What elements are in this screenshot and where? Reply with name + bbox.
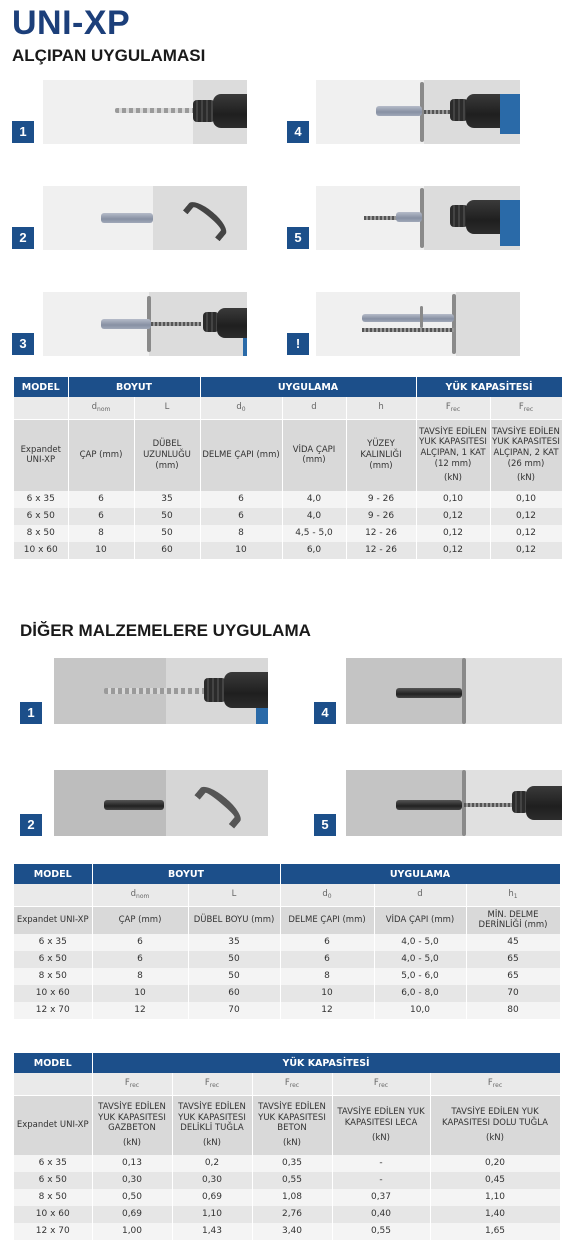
value-cell: - [332, 1172, 430, 1189]
table3-body [14, 1155, 560, 1240]
model-cell: 6 x 35 [14, 1155, 92, 1172]
symbol-cell: d [282, 397, 346, 419]
value-cell: 3,40 [252, 1223, 332, 1240]
other-specs-table [14, 864, 561, 1019]
header-application: UYGULAMA [280, 864, 560, 884]
desc-cell: TAVSİYE EDİLEN YUK KAPASITESI DOLU TUĞLA (kN) [430, 1095, 560, 1155]
model-cell: 8 x 50 [14, 1189, 92, 1206]
value-cell: 35 [188, 934, 280, 951]
value-cell: 0,35 [252, 1155, 332, 1172]
desc-cell: TAVSİYE EDİLEN YUK KAPASITESI DELİKLİ TUĞLA (kN) [172, 1095, 252, 1155]
value-cell: 0,30 [92, 1172, 172, 1189]
desc-cell: TAVSİYE EDİLEN YUK KAPASITESI ALÇIPAN, 1 KAT (12 mm) (kN) [416, 419, 490, 491]
model-label: Expandet UNI-XP [14, 906, 92, 934]
value-cell: 6 [280, 951, 374, 968]
value-cell: 0,45 [430, 1172, 560, 1189]
table-row [14, 542, 562, 559]
value-cell: 5,0 - 6,0 [374, 968, 466, 985]
value-cell: 0,69 [92, 1206, 172, 1223]
table-row [14, 1172, 560, 1189]
symbol-row [14, 884, 560, 906]
desc-cell: TAVSİYE EDİLEN YUK KAPASITESI GAZBETON (kN) [92, 1095, 172, 1155]
drywall-step-1 [12, 80, 247, 145]
warning-badge: ! [287, 333, 309, 355]
desc-cell: TAVSİYE EDİLEN YUK KAPASITESI LECA (kN) [332, 1095, 430, 1155]
model-cell: 12 x 70 [14, 1002, 92, 1019]
value-cell: 0,40 [332, 1206, 430, 1223]
value-cell: 0,2 [172, 1155, 252, 1172]
desc-cell: YÜZEY KALINLIĞI (mm) [346, 419, 416, 491]
step-image [316, 186, 520, 250]
model-label: Expandet UNI-XP [14, 419, 68, 491]
value-cell: 1,10 [430, 1189, 560, 1206]
table1-body [14, 491, 562, 559]
table-row [14, 1206, 560, 1223]
value-cell: 65 [466, 951, 560, 968]
model-cell: 12 x 70 [14, 1223, 92, 1240]
table-row [14, 985, 560, 1002]
value-cell: 8 [68, 525, 134, 542]
value-cell: 0,30 [172, 1172, 252, 1189]
symbol-row [14, 1073, 560, 1095]
desc-cell: ÇAP (mm) [92, 906, 188, 934]
step-image [316, 80, 520, 144]
value-cell: 6 [92, 951, 188, 968]
value-cell: 50 [188, 968, 280, 985]
other-step-5 [314, 770, 562, 836]
step-image [316, 292, 520, 356]
value-cell: 35 [134, 491, 200, 508]
table-row [14, 1189, 560, 1206]
value-cell: 10 [92, 985, 188, 1002]
step-number-badge: 4 [314, 702, 336, 724]
header-model: MODEL [14, 377, 68, 397]
step-image [346, 658, 562, 724]
page-title: UNI-XP [12, 4, 131, 42]
value-cell: 4,0 - 5,0 [374, 934, 466, 951]
step-number-badge: 5 [287, 227, 309, 249]
section-title-other: DİĞER MALZEMELERE UYGULAMA [20, 621, 311, 640]
value-cell: 0,55 [252, 1172, 332, 1189]
desc-cell: ÇAP (mm) [68, 419, 134, 491]
symbol-cell: $d_{nom}$ [92, 884, 188, 906]
header-model: MODEL [14, 1053, 92, 1073]
symbol-cell: $F_{rec}$ [332, 1073, 430, 1095]
value-cell: 6,0 - 8,0 [374, 985, 466, 1002]
step-image [346, 770, 562, 836]
value-cell: 6 [68, 508, 134, 525]
table2-body [14, 934, 560, 1019]
step-number-badge: 2 [12, 227, 34, 249]
value-cell: 0,12 [416, 525, 490, 542]
value-cell: 9 - 26 [346, 491, 416, 508]
step-image [54, 770, 268, 836]
value-cell: 12 - 26 [346, 525, 416, 542]
step-number-badge: 3 [12, 333, 34, 355]
value-cell: 0,55 [332, 1223, 430, 1240]
symbol-cell: L [188, 884, 280, 906]
desc-cell: TAVSİYE EDİLEN YUK KAPASITESI ALÇIPAN, 2 KAT (26 mm) (kN) [490, 419, 562, 491]
section-title-drywall: ALÇIPAN UYGULAMASI [12, 46, 206, 65]
value-cell: 4,0 [282, 491, 346, 508]
table-row [14, 491, 562, 508]
value-cell: 70 [188, 1002, 280, 1019]
value-cell: 0,12 [416, 542, 490, 559]
description-row [14, 906, 560, 934]
value-cell: 8 [280, 968, 374, 985]
header-size: BOYUT [68, 377, 200, 397]
value-cell: 45 [466, 934, 560, 951]
table-row [14, 968, 560, 985]
symbol-cell: $d_0$ [280, 884, 374, 906]
value-cell: 4,0 [282, 508, 346, 525]
value-cell: 12 - 26 [346, 542, 416, 559]
table-row [14, 951, 560, 968]
value-cell: 65 [466, 968, 560, 985]
step-number-badge: 4 [287, 121, 309, 143]
value-cell: 0,10 [490, 491, 562, 508]
value-cell: 1,65 [430, 1223, 560, 1240]
value-cell: 0,13 [92, 1155, 172, 1172]
model-label: Expandet UNI-XP [14, 1095, 92, 1155]
value-cell: 12 [92, 1002, 188, 1019]
desc-cell: TAVSİYE EDİLEN YUK KAPASITESI BETON (kN) [252, 1095, 332, 1155]
value-cell: - [332, 1155, 430, 1172]
value-cell: 4,0 - 5,0 [374, 951, 466, 968]
table-row [14, 1155, 560, 1172]
value-cell: 1,40 [430, 1206, 560, 1223]
value-cell: 6 [68, 491, 134, 508]
symbol-cell: d [374, 884, 466, 906]
symbol-cell: L [134, 397, 200, 419]
value-cell: 6 [280, 934, 374, 951]
value-cell: 10,0 [374, 1002, 466, 1019]
table-row [14, 525, 562, 542]
value-cell: 0,12 [490, 508, 562, 525]
drywall-specs-table [14, 377, 563, 559]
desc-cell: VİDA ÇAPI (mm) [374, 906, 466, 934]
value-cell: 60 [134, 542, 200, 559]
value-cell: 1,10 [172, 1206, 252, 1223]
value-cell: 10 [68, 542, 134, 559]
model-cell: 10 x 60 [14, 985, 92, 1002]
value-cell: 1,43 [172, 1223, 252, 1240]
symbol-cell: $F_{rec}$ [172, 1073, 252, 1095]
step-image [43, 186, 247, 250]
symbol-cell: $d_0$ [200, 397, 282, 419]
value-cell: 70 [466, 985, 560, 1002]
value-cell: 80 [466, 1002, 560, 1019]
model-cell: 6 x 50 [14, 508, 68, 525]
model-cell: 10 x 60 [14, 1206, 92, 1223]
value-cell: 0,12 [416, 508, 490, 525]
value-cell: 60 [188, 985, 280, 1002]
value-cell: 8 [92, 968, 188, 985]
model-cell: 8 x 50 [14, 525, 68, 542]
symbol-cell: h [346, 397, 416, 419]
step-image [43, 292, 247, 356]
value-cell: 0,12 [490, 525, 562, 542]
value-cell: 0,37 [332, 1189, 430, 1206]
value-cell: 1,08 [252, 1189, 332, 1206]
symbol-cell: $h_1$ [466, 884, 560, 906]
value-cell: 1,00 [92, 1223, 172, 1240]
header-application: UYGULAMA [200, 377, 416, 397]
step-image [54, 658, 268, 724]
value-cell: 6 [200, 508, 282, 525]
desc-cell: DÜBEL BOYU (mm) [188, 906, 280, 934]
model-cell: 6 x 35 [14, 491, 68, 508]
value-cell: 2,76 [252, 1206, 332, 1223]
table-row [14, 1223, 560, 1240]
value-cell: 50 [134, 508, 200, 525]
value-cell: 6 [92, 934, 188, 951]
table-row [14, 508, 562, 525]
desc-cell: DELME ÇAPI (mm) [200, 419, 282, 491]
description-row [14, 1095, 560, 1155]
step-number-badge: 1 [12, 121, 34, 143]
load-capacity-table [14, 1053, 561, 1240]
other-step-4 [314, 658, 562, 724]
model-cell: 8 x 50 [14, 968, 92, 985]
value-cell: 9 - 26 [346, 508, 416, 525]
value-cell: 0,69 [172, 1189, 252, 1206]
drywall-step-3 [12, 292, 247, 357]
model-cell: 6 x 50 [14, 1172, 92, 1189]
drywall-step-5 [287, 186, 520, 251]
header-load-capacity: YÜK KAPASİTESİ [416, 377, 562, 397]
value-cell: 6 [200, 491, 282, 508]
desc-cell: VİDA ÇAPI (mm) [282, 419, 346, 491]
table-row [14, 1002, 560, 1019]
symbol-cell: $F_{rec}$ [430, 1073, 560, 1095]
symbol-cell: $d_{nom}$ [68, 397, 134, 419]
desc-cell: MİN. DELME DERİNLİĞİ (mm) [466, 906, 560, 934]
model-cell: 6 x 50 [14, 951, 92, 968]
other-step-2 [20, 770, 268, 836]
model-cell: 6 x 35 [14, 934, 92, 951]
value-cell: 50 [188, 951, 280, 968]
drywall-step-2 [12, 186, 247, 251]
value-cell: 0,12 [490, 542, 562, 559]
header-load-capacity: YÜK KAPASİTESİ [92, 1053, 560, 1073]
value-cell: 10 [200, 542, 282, 559]
step-number-badge: 5 [314, 814, 336, 836]
header-model: MODEL [14, 864, 92, 884]
model-cell: 10 x 60 [14, 542, 68, 559]
symbol-cell: $F_{rec}$ [416, 397, 490, 419]
step-number-badge: 2 [20, 814, 42, 836]
value-cell: 4,5 - 5,0 [282, 525, 346, 542]
symbol-row [14, 397, 562, 419]
description-row [14, 419, 562, 491]
value-cell: 50 [134, 525, 200, 542]
symbol-cell: $F_{rec}$ [92, 1073, 172, 1095]
drywall-step-4 [287, 80, 520, 145]
value-cell: 6,0 [282, 542, 346, 559]
value-cell: 0,50 [92, 1189, 172, 1206]
symbol-cell: $F_{rec}$ [252, 1073, 332, 1095]
symbol-cell: $F_{rec}$ [490, 397, 562, 419]
value-cell: 8 [200, 525, 282, 542]
value-cell: 0,20 [430, 1155, 560, 1172]
drywall-step-warning [287, 292, 520, 357]
header-size: BOYUT [92, 864, 280, 884]
other-step-1 [20, 658, 268, 724]
value-cell: 0,10 [416, 491, 490, 508]
desc-cell: DELME ÇAPI (mm) [280, 906, 374, 934]
table-row [14, 934, 560, 951]
value-cell: 10 [280, 985, 374, 1002]
value-cell: 12 [280, 1002, 374, 1019]
step-image [43, 80, 247, 144]
step-number-badge: 1 [20, 702, 42, 724]
desc-cell: DÜBEL UZUNLUĞU (mm) [134, 419, 200, 491]
